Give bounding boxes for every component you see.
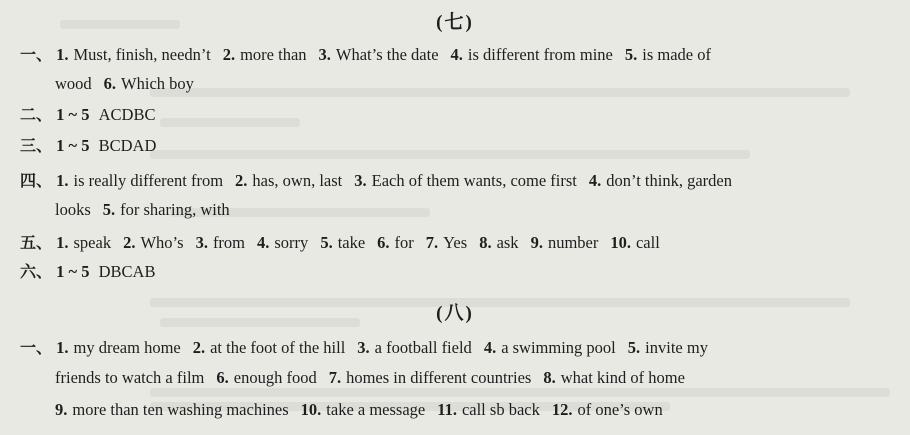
answer-item xyxy=(479,233,518,252)
item-answer-text: more than xyxy=(240,45,307,64)
item-answer-text: has, own, last xyxy=(252,171,343,190)
item-answer-text: from xyxy=(212,233,246,252)
answer-item xyxy=(484,338,616,357)
item-answer-text: is really different from xyxy=(73,171,224,190)
answer-letters: ACDBC xyxy=(98,105,156,124)
item-answer-text: number xyxy=(547,233,599,252)
answer-item xyxy=(193,338,346,357)
s7-q1-line2 xyxy=(55,74,194,94)
answer-item xyxy=(301,400,426,419)
item-answer-text: don’t think, garden xyxy=(606,171,732,190)
item-number: 9. xyxy=(55,400,68,419)
item-answer-text: enough food xyxy=(233,368,317,387)
item-number: 5. xyxy=(624,45,638,64)
item-number: 4. xyxy=(450,45,463,64)
section-number: 六、 xyxy=(20,262,53,281)
answer-item xyxy=(437,400,540,419)
section-number: 一、 xyxy=(20,338,53,357)
answer-letters: DBCAB xyxy=(98,262,156,281)
item-number: 4. xyxy=(483,338,497,357)
item-number: 4. xyxy=(588,171,602,190)
answer-item xyxy=(257,233,308,252)
answer-item xyxy=(552,400,663,419)
item-answer-text: take a message xyxy=(326,400,426,419)
answer-item xyxy=(628,338,708,357)
item-number: 1. xyxy=(56,233,69,252)
item-number: 7. xyxy=(425,233,439,252)
item-number: 10. xyxy=(300,400,322,419)
answer-item xyxy=(589,171,732,190)
item-number: 6. xyxy=(103,74,117,93)
item-answer-text: take xyxy=(337,233,366,252)
item-number: 10. xyxy=(610,233,631,252)
answer-item xyxy=(451,45,613,64)
item-number: 9. xyxy=(530,233,543,252)
section-7-heading: (七) xyxy=(436,12,474,33)
item-number: 7. xyxy=(328,368,342,387)
answer-item xyxy=(531,233,599,252)
item-answer-text: sorry xyxy=(274,233,309,252)
s7-q2-line xyxy=(20,105,155,125)
item-number: 5. xyxy=(102,200,116,219)
item-number: 12. xyxy=(551,400,573,419)
answer-item xyxy=(56,233,111,252)
answer-item xyxy=(426,233,467,252)
section-number: 一、 xyxy=(20,45,53,64)
item-answer-text: for xyxy=(394,233,414,252)
item-answer-text: more than ten washing machines xyxy=(72,400,289,419)
s7-q5-line1 xyxy=(20,233,660,253)
item-number: 11. xyxy=(437,400,457,419)
item-number: 5. xyxy=(627,338,641,357)
item-number: 1. xyxy=(56,171,69,190)
item-number: 5. xyxy=(320,233,333,252)
section-number: 四、 xyxy=(20,171,53,190)
item-answer-text: looks xyxy=(55,200,91,219)
item-answer-text: Must, finish, needn’t xyxy=(73,45,211,64)
s7-q3-line xyxy=(20,136,156,156)
item-answer-text: what kind of home xyxy=(560,368,685,387)
item-answer-text: my dream home xyxy=(73,338,181,357)
item-answer-text: a swimming pool xyxy=(501,338,616,357)
answer-item xyxy=(235,171,342,190)
item-answer-text: Which boy xyxy=(121,74,194,93)
item-number: 2. xyxy=(235,171,248,190)
item-answer-text: a football field xyxy=(374,338,472,357)
answer-letters: BCDAD xyxy=(98,136,157,155)
item-number: 8. xyxy=(479,233,492,252)
item-answer-text: friends to watch a film xyxy=(55,368,205,387)
section-number: 三、 xyxy=(20,136,53,155)
answer-item xyxy=(56,45,211,64)
item-answer-text: Who’s xyxy=(140,233,184,252)
answer-range: 1 ~ 5 xyxy=(56,105,90,124)
answer-item xyxy=(196,233,245,252)
answer-item xyxy=(103,200,230,219)
answer-item xyxy=(223,45,307,64)
s7-q4-line2 xyxy=(55,200,230,220)
item-number: 6. xyxy=(377,233,390,252)
answer-item xyxy=(55,368,204,387)
answer-item xyxy=(56,338,181,357)
item-answer-text: is different from mine xyxy=(467,45,613,64)
answer-item xyxy=(377,233,414,252)
answer-item xyxy=(55,400,289,419)
item-number: 8. xyxy=(543,368,556,387)
section-number: 五、 xyxy=(20,233,53,252)
item-answer-text: of one’s own xyxy=(577,400,663,419)
answer-item xyxy=(354,171,577,190)
answer-item xyxy=(610,233,659,252)
item-answer-text: homes in different countries xyxy=(346,368,532,387)
answer-range: 1 ~ 5 xyxy=(56,262,90,281)
item-number: 3. xyxy=(318,45,331,64)
item-number: 2. xyxy=(222,45,236,64)
item-number: 3. xyxy=(354,171,367,190)
item-number: 4. xyxy=(257,233,270,252)
item-answer-text: call xyxy=(635,233,660,252)
item-number: 3. xyxy=(357,338,370,357)
item-number: 2. xyxy=(123,233,136,252)
s8-q1-line3 xyxy=(55,400,663,420)
item-answer-text: for sharing, with xyxy=(120,200,230,219)
answer-range: 1 ~ 5 xyxy=(56,136,90,155)
item-answer-text: ask xyxy=(496,233,519,252)
item-number: 2. xyxy=(192,338,206,357)
answer-item xyxy=(357,338,472,357)
item-answer-text: is made of xyxy=(642,45,711,64)
answer-item xyxy=(123,233,183,252)
item-number: 1. xyxy=(56,45,69,64)
s7-q4-line1 xyxy=(20,171,732,191)
answer-item xyxy=(216,368,316,387)
answer-item xyxy=(55,74,92,93)
s8-q1-line1 xyxy=(20,338,708,358)
answer-item xyxy=(329,368,532,387)
s7-q6-line xyxy=(20,262,155,282)
s7-q1-line1 xyxy=(20,45,711,65)
answer-item xyxy=(625,45,711,64)
item-answer-text: at the foot of the hill xyxy=(210,338,346,357)
item-answer-text: What’s the date xyxy=(335,45,439,64)
answer-item xyxy=(55,200,91,219)
answer-item xyxy=(319,45,439,64)
s8-q1-line2 xyxy=(55,368,685,388)
item-answer-text: Each of them wants, come first xyxy=(371,171,577,190)
item-answer-text: speak xyxy=(73,233,112,252)
section-number: 二、 xyxy=(20,105,53,124)
item-answer-text: call sb back xyxy=(461,400,540,419)
section-8-heading: (八) xyxy=(436,303,474,324)
item-number: 3. xyxy=(195,233,208,252)
item-answer-text: Yes xyxy=(443,233,468,252)
answer-item xyxy=(543,368,685,387)
answer-item xyxy=(56,171,223,190)
answer-item xyxy=(320,233,365,252)
answer-item xyxy=(104,74,194,93)
item-answer-text: wood xyxy=(55,74,92,93)
item-number: 1. xyxy=(56,338,69,357)
item-answer-text: invite my xyxy=(645,338,708,357)
item-number: 6. xyxy=(216,368,229,387)
